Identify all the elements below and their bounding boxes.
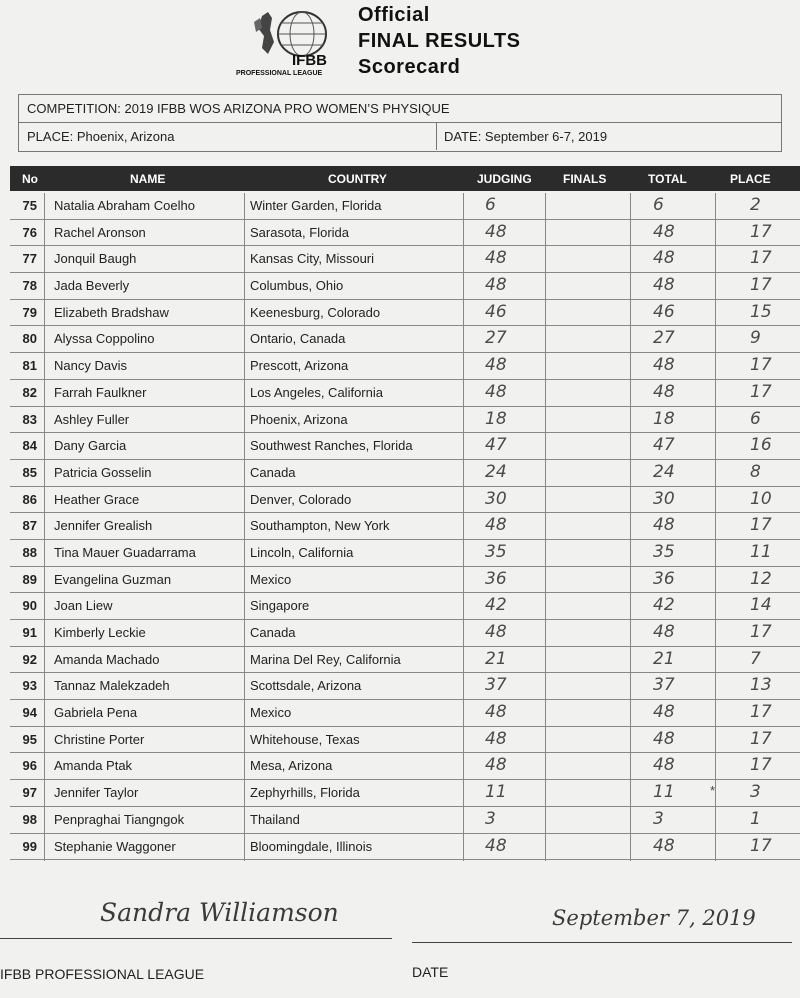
table-row [10, 300, 800, 327]
placing: 17 [750, 248, 772, 269]
table-row [10, 193, 800, 220]
competitor-number: 98 [22, 811, 37, 827]
header-country: COUNTRY [328, 172, 387, 186]
placing: 17 [750, 728, 772, 749]
competitor-name: Heather Grace [54, 491, 140, 507]
judging-score: 48 [485, 622, 507, 642]
judging-score: 11 [485, 782, 507, 803]
table-row [10, 567, 800, 594]
header-name: NAME [130, 172, 166, 186]
competitor-country: Columbus, Ohio [250, 278, 344, 294]
competitor-number: 78 [22, 278, 37, 294]
league-label: IFBB PROFESSIONAL LEAGUE [0, 966, 205, 982]
competitor-country: Mexico [250, 705, 292, 721]
competitor-name: Nancy Davis [54, 358, 127, 374]
judging-score: 42 [485, 595, 507, 616]
competitor-name: Jonquil Baugh [54, 251, 137, 267]
judging-score: 27 [485, 328, 507, 349]
competitor-country: Thailand [250, 811, 300, 827]
competitor-name: Elizabeth Bradshaw [54, 304, 169, 320]
competitor-number: 88 [22, 544, 37, 560]
placing: 6 [750, 408, 761, 429]
total-score: 3 [653, 808, 664, 829]
placing: 14 [750, 595, 772, 616]
competitor-number: 89 [22, 571, 37, 587]
competitor-number: 87 [22, 518, 37, 534]
table-row [10, 326, 800, 353]
judging-score: 37 [485, 675, 507, 696]
competitor-name: Joan Liew [54, 598, 113, 614]
competitor-country: Canada [250, 464, 296, 480]
table-row [10, 807, 800, 834]
table-row [10, 273, 800, 300]
competitor-country: Los Angeles, California [250, 384, 383, 400]
placing: 2 [750, 195, 761, 215]
competitor-number: 90 [22, 598, 37, 614]
table-row [10, 593, 800, 620]
table-row [10, 487, 800, 514]
judging-score: 48 [485, 755, 507, 776]
header-finals: FINALS [563, 172, 607, 186]
competitor-name: Evangelina Guzman [54, 571, 172, 587]
placing: 17 [750, 835, 772, 856]
competitor-name: Dany Garcia [54, 438, 127, 454]
judging-score: 46 [485, 301, 507, 322]
header-no: No [22, 172, 38, 186]
competitor-name: Alyssa Coppolino [54, 331, 155, 347]
header-place: PLACE [730, 172, 771, 186]
placing: 3 [750, 782, 761, 803]
competitor-number: 91 [22, 625, 37, 640]
judging-score: 30 [485, 488, 507, 509]
table-row [10, 620, 800, 647]
total-score: 18 [653, 408, 675, 429]
placing: 17 [750, 702, 772, 723]
judging-score: 48 [485, 835, 507, 856]
placing: 1 [750, 808, 761, 829]
date-label: DATE [412, 964, 449, 980]
total-score: 47 [653, 435, 675, 456]
judging-score: 48 [485, 728, 507, 749]
competitor-country: Scottsdale, Arizona [250, 678, 362, 694]
judging-score: 6 [485, 195, 496, 215]
competitor-country: Keenesburg, Colorado [250, 304, 381, 320]
total-score: 48 [653, 221, 675, 242]
competitor-country: Bloomingdale, Illinois [250, 838, 373, 854]
placing: 16 [750, 435, 772, 456]
table-row [10, 433, 800, 460]
title-line-scorecard: Scorecard [358, 56, 461, 78]
competitor-number: 83 [22, 411, 37, 427]
competitor-name: Jennifer Grealish [54, 518, 153, 534]
judging-score: 35 [485, 541, 507, 562]
competitor-name: Amanda Machado [54, 651, 160, 667]
header-judging: JUDGING [477, 172, 532, 186]
judging-score: 21 [485, 648, 507, 669]
competitor-name: Tina Mauer Guadarrama [54, 544, 196, 560]
total-score: 48 [653, 248, 675, 269]
header-total: TOTAL [648, 172, 687, 186]
placing: 11 [750, 541, 772, 562]
table-row [10, 753, 800, 780]
total-score: 48 [653, 702, 675, 723]
competitor-country: Mexico [250, 571, 292, 587]
placing: 8 [750, 461, 761, 482]
competitor-number: 85 [22, 464, 37, 480]
competitor-country: Mesa, Arizona [250, 758, 333, 774]
placing: 17 [750, 622, 772, 642]
table-row [10, 540, 800, 567]
total-score: 27 [653, 328, 675, 349]
placing: 13 [750, 675, 772, 696]
competitor-name: Patricia Gosselin [54, 464, 152, 480]
ifbb-logo [232, 8, 352, 80]
competitor-name: Amanda Ptak [54, 758, 133, 774]
judging-score: 48 [485, 355, 507, 376]
table-row [10, 780, 800, 807]
placing: 17 [750, 381, 772, 402]
placing: 7 [750, 648, 761, 669]
asterisk-mark: * [710, 783, 716, 799]
placing: 17 [750, 275, 772, 296]
total-score: 48 [653, 622, 675, 642]
placing: 12 [750, 568, 772, 589]
table-row [10, 700, 800, 727]
competitor-country: Lincoln, California [250, 544, 354, 560]
judging-score: 24 [485, 461, 507, 482]
judging-score: 48 [485, 248, 507, 269]
judging-score: 48 [485, 275, 507, 296]
total-score: 48 [653, 728, 675, 749]
table-row [10, 246, 800, 273]
competitor-country: Marina Del Rey, California [250, 651, 401, 667]
judging-score: 18 [485, 408, 507, 429]
competitor-number: 99 [22, 838, 37, 854]
total-score: 24 [653, 461, 675, 482]
competitor-number: 82 [22, 384, 37, 400]
competitor-country: Winter Garden, Florida [250, 198, 382, 213]
competitor-country: Ontario, Canada [250, 331, 346, 347]
competitor-number: 92 [22, 651, 37, 667]
total-score: 48 [653, 515, 675, 536]
competitor-name: Tannaz Malekzadeh [54, 678, 170, 694]
judging-score: 3 [485, 808, 496, 829]
total-score: 30 [653, 488, 675, 509]
competitor-number: 97 [22, 785, 37, 801]
logo-text: IFBB [292, 52, 327, 69]
date-field: DATE: September 6-7, 2019 [444, 129, 608, 144]
competitor-number: 94 [22, 705, 37, 721]
judging-score: 48 [485, 381, 507, 402]
competitor-country: Canada [250, 625, 296, 640]
total-score: 35 [653, 541, 675, 562]
total-score: 37 [653, 675, 675, 696]
competition-field: COMPETITION: 2019 IFBB WOS ARIZONA PRO WOMEN’S PHYSIQUE [27, 101, 450, 116]
table-row [10, 353, 800, 380]
competitor-country: Prescott, Arizona [250, 358, 349, 374]
place-field: PLACE: Phoenix, Arizona [27, 129, 175, 144]
placing: 15 [750, 301, 772, 322]
competitor-country: Zephyrhills, Florida [250, 785, 360, 801]
competitor-number: 77 [22, 251, 37, 267]
judging-score: 48 [485, 515, 507, 536]
page-title [358, 2, 520, 80]
table-row [10, 220, 800, 247]
competitor-name: Christine Porter [54, 731, 145, 747]
total-score: 46 [653, 301, 675, 322]
competitor-number: 84 [22, 438, 37, 454]
table-row [10, 407, 800, 434]
competitor-name: Kimberly Leckie [54, 625, 146, 640]
competitor-number: 79 [22, 304, 37, 320]
total-score: 48 [653, 275, 675, 296]
competitor-country: Southwest Ranches, Florida [250, 438, 413, 454]
competitor-name: Gabriela Pena [54, 705, 138, 721]
table-row [10, 460, 800, 487]
competitor-country: Kansas City, Missouri [250, 251, 375, 267]
table-row [10, 673, 800, 700]
competitor-country: Singapore [250, 598, 310, 614]
signed-date: September 7, 2019 [552, 906, 756, 930]
table-row [10, 513, 800, 540]
placing: 17 [750, 515, 772, 536]
total-score: 6 [653, 195, 664, 215]
competition-info-box [18, 94, 782, 152]
competitor-country: Sarasota, Florida [250, 224, 349, 240]
table-header [10, 166, 800, 191]
judging-score: 48 [485, 702, 507, 723]
title-line-official: Official [358, 4, 430, 26]
judging-score: 48 [485, 221, 507, 242]
table-row [10, 647, 800, 674]
competitor-country: Whitehouse, Texas [250, 731, 360, 747]
placing: 17 [750, 355, 772, 376]
competitor-country: Denver, Colorado [250, 491, 352, 507]
competitor-name: Natalia Abraham Coelho [54, 198, 195, 213]
total-score: 42 [653, 595, 675, 616]
total-score: 11 [653, 782, 675, 803]
competitor-name: Stephanie Waggoner [54, 838, 176, 854]
competitor-number: 96 [22, 758, 37, 774]
competitor-number: 86 [22, 491, 37, 507]
competitor-country: Phoenix, Arizona [250, 411, 348, 427]
competitor-country: Southampton, New York [250, 518, 390, 534]
table-row [10, 380, 800, 407]
placing: 10 [750, 488, 772, 509]
competitor-number: 80 [22, 331, 37, 347]
competitor-number: 75 [22, 198, 37, 213]
total-score: 48 [653, 381, 675, 402]
table-body [10, 193, 800, 860]
competitor-number: 95 [22, 731, 37, 747]
title-line-final-results: FINAL RESULTS [358, 30, 521, 52]
placing: 17 [750, 221, 772, 242]
competitor-name: Jada Beverly [54, 278, 130, 294]
logo-subtext: PROFESSIONAL LEAGUE [236, 70, 323, 77]
total-score: 48 [653, 355, 675, 376]
competitor-name: Rachel Aronson [54, 224, 146, 240]
total-score: 48 [653, 755, 675, 776]
competitor-number: 76 [22, 224, 37, 240]
competitor-name: Farrah Faulkner [54, 384, 147, 400]
competitor-name: Ashley Fuller [54, 411, 130, 427]
total-score: 36 [653, 568, 675, 589]
official-signature: Sandra Williamson [100, 898, 339, 927]
total-score: 48 [653, 835, 675, 856]
judging-score: 36 [485, 568, 507, 589]
competitor-name: Jennifer Taylor [54, 785, 139, 801]
table-row [10, 727, 800, 754]
table-row [10, 834, 800, 861]
competitor-name: Penpraghai Tiangngok [54, 811, 185, 827]
placing: 9 [750, 328, 761, 349]
judging-score: 47 [485, 435, 507, 456]
placing: 17 [750, 755, 772, 776]
competitor-number: 93 [22, 678, 37, 694]
competitor-number: 81 [22, 358, 37, 374]
total-score: 21 [653, 648, 675, 669]
